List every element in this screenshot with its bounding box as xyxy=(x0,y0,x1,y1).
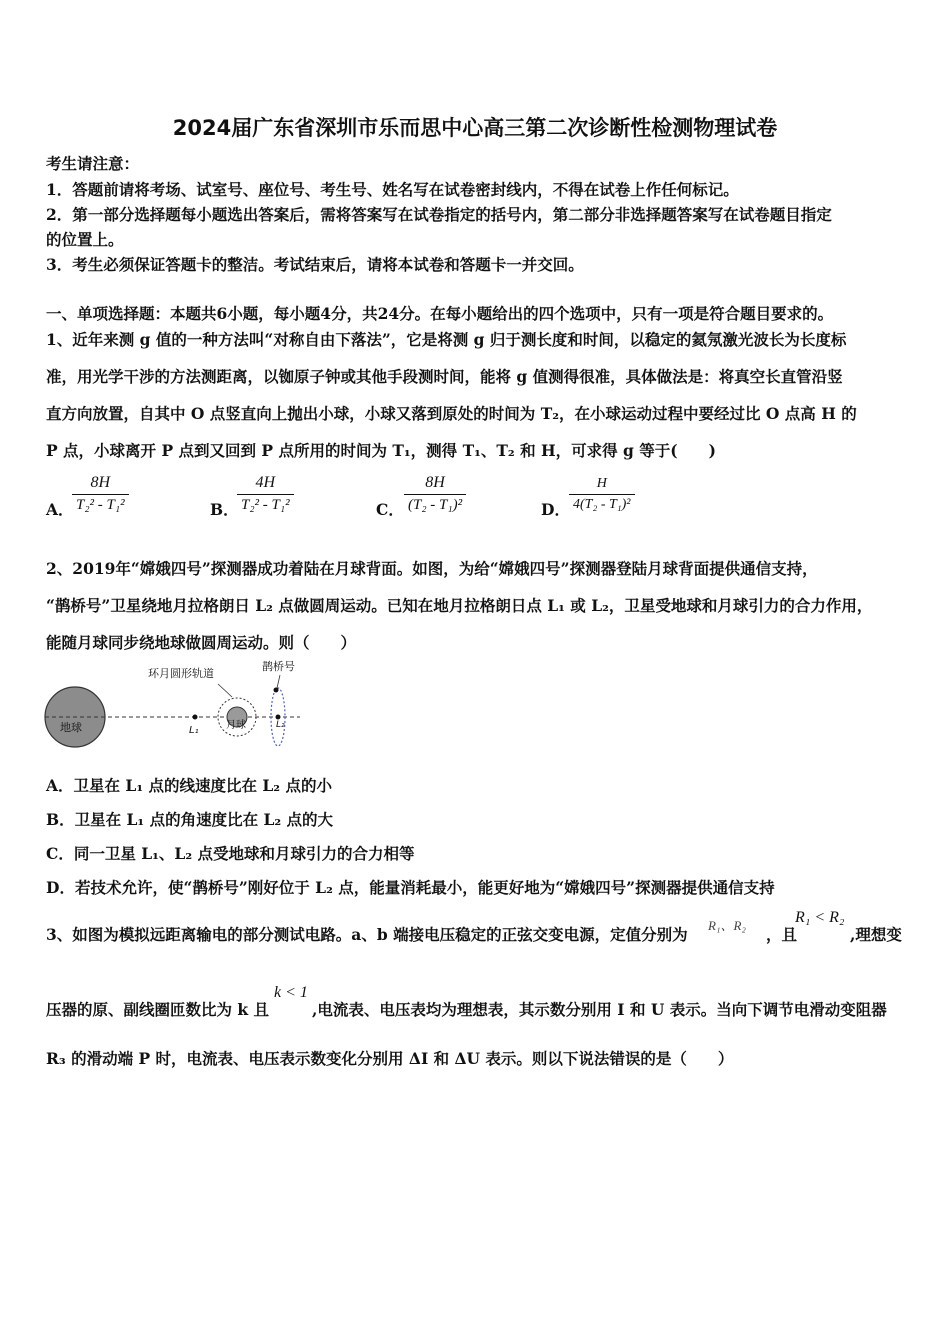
earth-label: 地球 xyxy=(60,721,82,734)
q2-line: “鹊桥号”卫星绕地月拉格朗日 L₂ 点做圆周运动。已知在地月拉格朗日点 L₁ 或 L₂，卫星受地球和月球引力的合力作用， xyxy=(46,596,873,615)
q2-line: 能随月球同步绕地球做圆周运动。则（ ） xyxy=(46,633,357,652)
orbit-pointer xyxy=(218,684,232,697)
notice-item: 的位置上。 xyxy=(46,230,124,249)
l2-point xyxy=(276,715,281,720)
formula-numerator: 8H xyxy=(90,474,111,491)
q1-option-c-label: C． xyxy=(376,500,404,519)
q2-option: C．同一卫星 L₁、L₂ 点受地球和月球引力的合力相等 xyxy=(46,844,415,863)
q3-line2-text: 压器的原、副线圈匝数比为 k 且 xyxy=(46,1000,270,1019)
earth-moon-diagram xyxy=(40,655,310,755)
formula-denominator: 4(T₂ - T₁)² xyxy=(569,494,635,513)
q2-option: D．若技术允许，使“鹊桥号”刚好位于 L₂ 点，能量消耗最小，能更好地为“嫦娥四号”探测器提供通信支持 xyxy=(46,878,775,897)
formula-numerator: 4H xyxy=(255,474,276,491)
q3-line2-rest: ,电流表、电压表均为理想表，其示数分别用 I 和 U 表示。当向下调节电滑动变阻器 xyxy=(312,1000,887,1019)
formula-denominator: T₂² - T₁² xyxy=(237,494,294,514)
notice-heading: 考生请注意： xyxy=(46,154,140,173)
q1-line: 1、近年来测 g 值的一种方法叫“对称自由下落法”，它是将测 g 归于测长度和时间，以稳定的氦氖激光波长为长度标 xyxy=(46,330,847,349)
section-heading: 一、单项选择题：本题共6小题，每小题4分，共24分。在每小题给出的四个选项中，只有一项是符合题目要求的。 xyxy=(46,304,834,323)
relay-pointer xyxy=(277,675,280,688)
orbit-label: 环月圆形轨道 xyxy=(148,667,214,680)
notice-item: 3．考生必须保证答题卡的整洁。考试结束后，请将本试卷和答题卡一并交回。 xyxy=(46,255,584,274)
q3-resistor-pair: R₁、R₂ xyxy=(708,918,746,933)
q2-option: B．卫星在 L₁ 点的角速度比在 L₂ 点的大 xyxy=(46,810,334,829)
relay-satellite xyxy=(274,688,279,693)
l1-label: L₁ xyxy=(189,725,199,736)
notice-item: 2．第一部分选择题每小题选出答案后，需将答案写在试卷指定的括号内，第二部分非选择题答案写在试卷题目指定 xyxy=(46,205,832,224)
q1-line: P 点，小球离开 P 点到又回到 P 点所用的时间为 T₁，测得 T₁、T₂ 和 H，可求得 g 等于( ) xyxy=(46,441,716,460)
q1-option-b-formula xyxy=(237,474,294,514)
q3-line1-end: ,理想变 xyxy=(850,925,902,944)
q1-option-b-label: B． xyxy=(210,500,239,519)
q1-option-c-formula xyxy=(404,474,466,514)
page-title: 2024届广东省深圳市乐而思中心高三第二次诊断性检测物理试卷 xyxy=(172,116,778,140)
q1-option-a-formula xyxy=(72,474,129,514)
q1-option-d-label: D． xyxy=(541,500,570,519)
q2-option: A．卫星在 L₁ 点的线速度比在 L₂ 点的小 xyxy=(46,776,332,795)
q3-line1-and: ，且 xyxy=(766,925,798,944)
relay-label: 鹊桥号 xyxy=(262,660,295,673)
q1-option-d-formula xyxy=(569,476,635,513)
l1-point xyxy=(193,715,198,720)
q1-line: 直方向放置，自其中 O 点竖直向上抛出小球，小球又落到原处的时间为 T₂，在小球运动过程中要经过比 O 点高 H 的 xyxy=(46,404,857,423)
q1-line: 准，用光学干涉的方法测距离，以铷原子钟或其他手段测时间，能将 g 值测得很准，具体做法是：将真空长直管沿竖 xyxy=(46,367,843,386)
formula-numerator: 8H xyxy=(425,474,445,491)
formula-numerator: H xyxy=(596,476,607,491)
formula-denominator: T₂² - T₁² xyxy=(72,494,129,514)
q3-resistor-inequality: R₁ < R₂ xyxy=(795,909,845,926)
l2-label: L₂ xyxy=(276,720,285,730)
q3-line3: R₃ 的滑动端 P 时，电流表、电压表示数变化分别用 ΔI 和 ΔU 表示。则以下说法错误的是（ ） xyxy=(46,1049,734,1068)
moon-label: 月球 xyxy=(226,720,246,731)
q3-line1-text: 3、如图为模拟远距离输电的部分测试电路。a、b 端接电压稳定的正弦交变电源，定值分别为 xyxy=(46,925,688,944)
q3-ratio-inequality: k < 1 xyxy=(274,984,308,1001)
q1-option-a-label: A． xyxy=(46,500,74,519)
notice-item: 1．答题前请将考场、试室号、座位号、考生号、姓名写在试卷密封线内，不得在试卷上作任何标记。 xyxy=(46,180,739,199)
formula-denominator: (T₂ - T₁)² xyxy=(404,494,466,514)
q2-line: 2、2019年“嫦娥四号”探测器成功着陆在月球背面。如图，为给“嫦娥四号”探测器登陆月球背面提供通信支持， xyxy=(46,559,818,578)
